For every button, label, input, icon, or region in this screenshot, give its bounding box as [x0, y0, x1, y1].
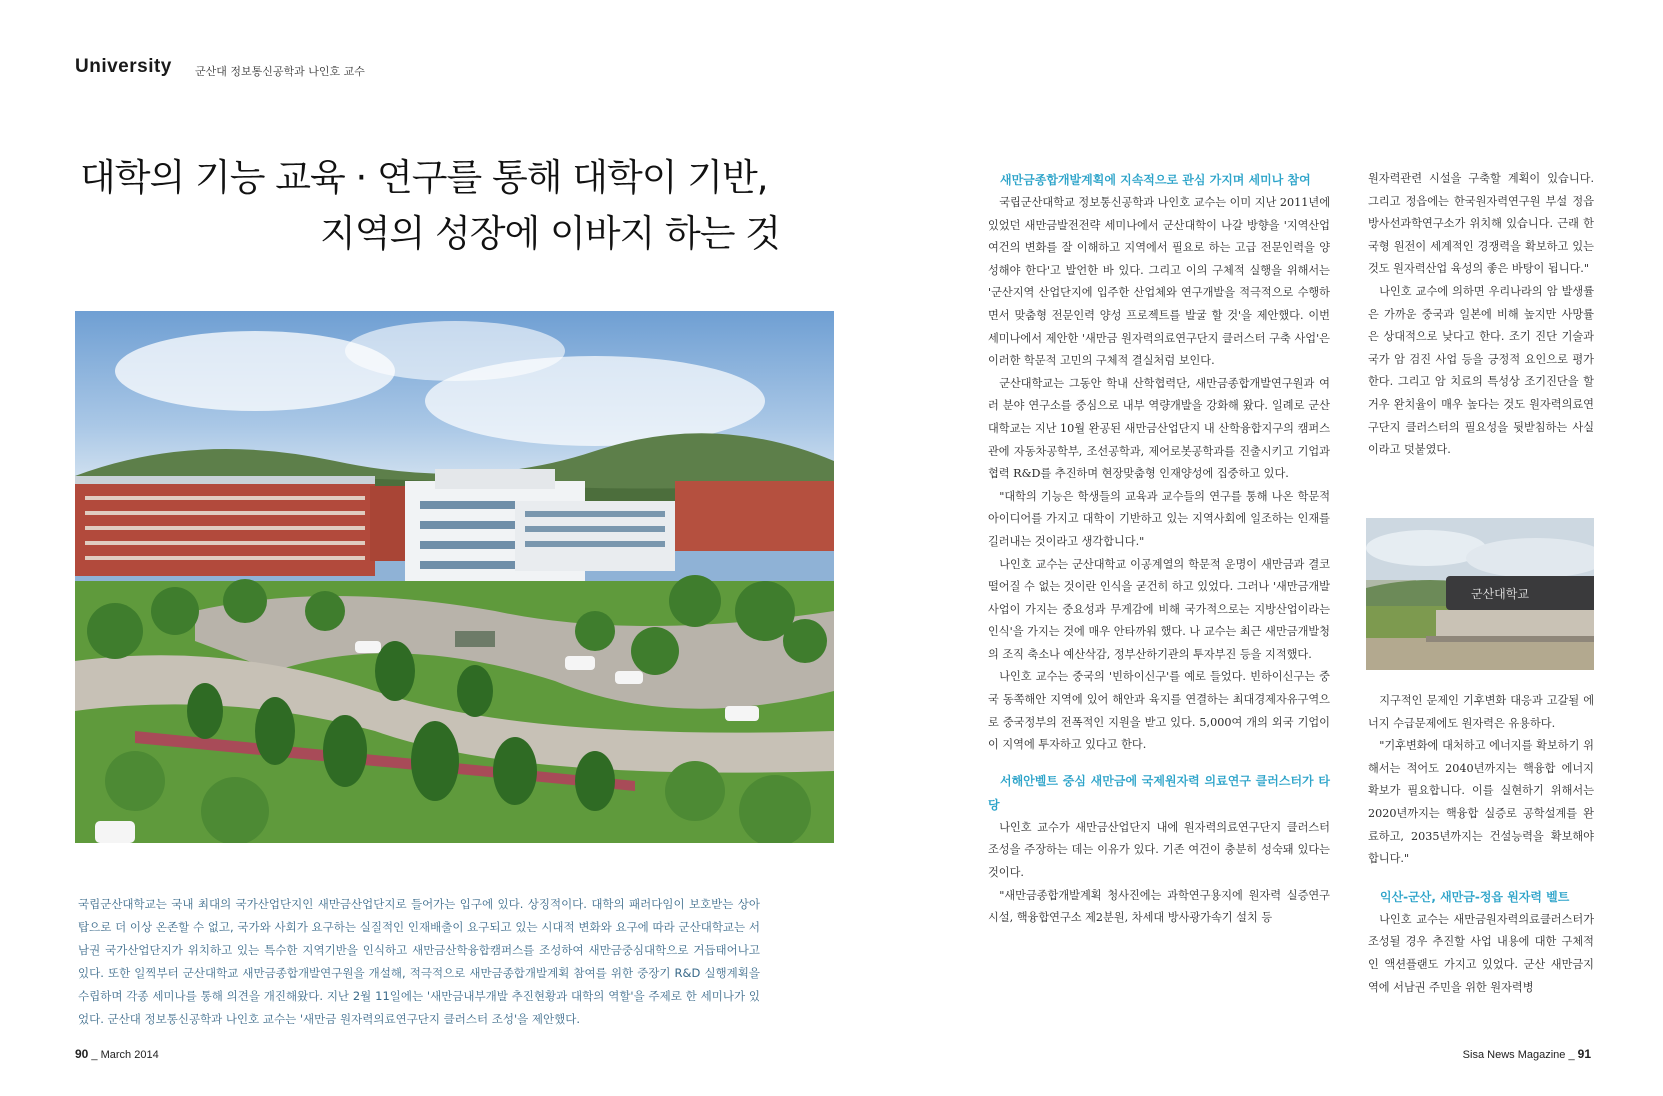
subhead: 새만금종합개발계획에 지속적으로 관심 가지며 세미나 참여: [1000, 173, 1311, 187]
footer-right: Sisa News Magazine _ 91: [1462, 1047, 1591, 1061]
page-number-right: 91: [1577, 1047, 1591, 1061]
campus-photo: [75, 311, 834, 843]
body-column-1: [988, 168, 1330, 930]
page-number-left: 90: [75, 1047, 89, 1061]
magazine-name: Sisa News Magazine: [1462, 1049, 1566, 1061]
footer-left: 90 _ March 2014: [75, 1047, 159, 1061]
body-paragraph: 나인호 교수는 군산대학교 이공계열의 학문적 운명이 새만금과 결코 떨어질 수 없는 것이란 인식을 굳건히 하고 있었다. 그러나 '새만금개발사업이 가지는 중요성과 무게감에 비해 국가적으로는 지방산업이라는 인식'을 가지는 것에 매우 안타까워 했다. 나 교수는 최근 새만금개발청의 조직 축소나 예산삭감, 정부산하기관의 투자부진 등을 지적했다.: [988, 557, 1330, 661]
university-gate-photo: [1366, 518, 1594, 670]
section-title: University: [75, 56, 172, 77]
lead-paragraph: 국립군산대학교는 국내 최대의 국가산업단지인 새만금산업단지로 들어가는 입구에 있다. 상징적이다. 대학의 패러다임이 보호받는 상아탑으로 더 이상 온존할 수 없고, 국가와 사회가 요구하는 실질적인 인재배출이 요구되고 있는 시대적 변화와 요구에 따라 군산대학교는 서남권 국가산업단지가 위치하고 있는 특수한 지역기반을 인식하고 새만금산학융합캠퍼스를 조성하여 새만금중심대학으로 거듭태어나고 있다. 또한 일찍부터 군산대학교 새만금종합개발연구원을 개설해, 적극적으로 새만금종합개발계획 참여를 위한 중장기 R&D 실행계획을 수립하며 각종 세미나를 통해 의견을 개진해왔다. 지난 2월 11일에는 '새만금내부개발 추진현황과 대학의 역할'을 주제로 한 세미나가 있었다. 군산대 정보통신공학과 나인호 교수는 '새만금 원자력의료연구단지 클러스터 조성'을 제안했다.: [78, 897, 760, 1026]
body-column-2: [1368, 168, 1594, 462]
quote-paragraph: "대학의 기능은 학생들의 교육과 교수들의 연구를 통해 나온 학문적 아이디어를 가지고 대학이 기반하고 있는 지역사회에 일조하는 인재를 길러내는 것이라고 생각합니다.": [988, 489, 1330, 548]
body-paragraph: 지구적인 문제인 기후변화 대응과 고갈될 에너지 수급문제에도 원자력은 유용하다.: [1368, 694, 1594, 730]
subhead: 서해안벨트 중심 새만금에 국제원자력 의료연구 클러스터가 타당: [988, 773, 1330, 812]
section-subtitle: 군산대 정보통신공학과 나인호 교수: [195, 65, 365, 78]
gate-caption: 군산대학교: [1471, 587, 1529, 601]
body-paragraph: 군산대학교는 그동안 학내 산학협력단, 새만금종합개발연구원과 여러 분야 연구소를 중심으로 내부 역량개발을 강화해 왔다. 일례로 군산대학교는 지난 10월 완공된 새만금산업단지 내 산학융합지구의 캠퍼스관에 자동차공학부, 조선공학과, 제어로봇공학과를 진출시키고 기업과 협력 R&D를 추진하며 현장맞춤형 인재양성에 집중하고 있다.: [988, 376, 1330, 481]
body-paragraph: 나인호 교수에 의하면 우리나라의 암 발생률은 가까운 중국과 일본에 비해 높지만 사망률은 상대적으로 낮다고 한다. 조기 진단 기술과 국가 암 검진 사업 등을 긍정적 요인으로 평가한다. 그리고 암 치료의 특성상 조기진단을 할 거우 완치율이 매우 높다는 것도 원자력의료연구단지 클러스터의 필요성을 뒷받침하는 사실이라고 덧붙였다.: [1368, 284, 1594, 457]
quote-paragraph: "기후변화에 대처하고 에너지를 확보하기 위해서는 적어도 2040년까지는 핵융합 에너지 확보가 필요합니다. 이를 실현하기 위해서는 2020년까지는 핵융합 실증로 공학설계를 완료하고, 2035년까지는 건설능력을 확보해야 합니다.": [1368, 739, 1594, 866]
body-paragraph: 나인호 교수가 새만금산업단지 내에 원자력의료연구단지 클러스터 조성을 주장하는 데는 이유가 있다. 기존 여건이 충분히 성숙돼 있다는 것이다.: [988, 820, 1330, 880]
subhead: 익산-군산, 새만금-정읍 원자력 벨트: [1380, 889, 1570, 904]
body-paragraph: 원자력관련 시설을 구축할 계획이 있습니다. 그리고 정읍에는 한국원자력연구원 부설 정읍방사선과학연구소가 위치해 있습니다. 근래 한국형 원전이 세계적인 경쟁력을 확보하고 있는 것도 원자력산업 육성의 좋은 바탕이 됩니다.": [1368, 172, 1594, 276]
body-paragraph: 나인호 교수는 중국의 '빈하이신구'를 예로 들었다. 빈하이신구는 중국 동쪽해안 지역에 있어 해안과 육지를 연결하는 최대경제자유구역으로 중국정부의 전폭적인 지원을 받고 있다. 5,000여 개의 외국 기업이 이 지역에 투자하고 있다고 한다.: [988, 670, 1330, 752]
headline: [60, 150, 780, 262]
body-paragraph: 나인호 교수는 새만금원자력의료클러스터가 조성될 경우 추진할 사업 내용에 대한 구체적인 액션플랜도 가지고 있었다. 군산 새만금지역에 서남권 주민을 위한 원자력병: [1368, 912, 1594, 994]
headline-line-2: 지역의 성장에 이바지 하는 것: [320, 212, 780, 255]
headline-line-1: 대학의 기능 교육 · 연구를 통해 대학이 기반,: [80, 156, 768, 199]
issue-date: March 2014: [100, 1049, 159, 1061]
body-paragraph: 국립군산대학교 정보통신공학과 나인호 교수는 이미 지난 2011년에 있었던 새만금발전전략 세미나에서 군산대학이 나갈 방향을 '지역산업 여건의 변화를 잘 이해하고 지역에서 필요로 하는 고급 전문인력을 양성해야 한다'고 발언한 바 있다. 그리고 이의 구체적 실행을 위해서는 '군산지역 산업단지에 입주한 산업체와 연구개발을 적극적으로 수행하면서 맞춤형 전문인력 양성 프로젝트를 발굴 할 것'을 제안했다. 이번 세미나에서 제안한 '새만금 원자력의료연구단지 클러스터 구축 사업'은 이러한 학문적 고민의 구체적 결실처럼 보인다.: [988, 196, 1330, 368]
body-column-3: [1368, 690, 1594, 999]
quote-paragraph: "새만금종합개발계획 청사진에는 과학연구용지에 원자력 실증연구시설, 핵융합연구소 제2분원, 차세대 방사광가속기 설치 등: [988, 888, 1330, 925]
